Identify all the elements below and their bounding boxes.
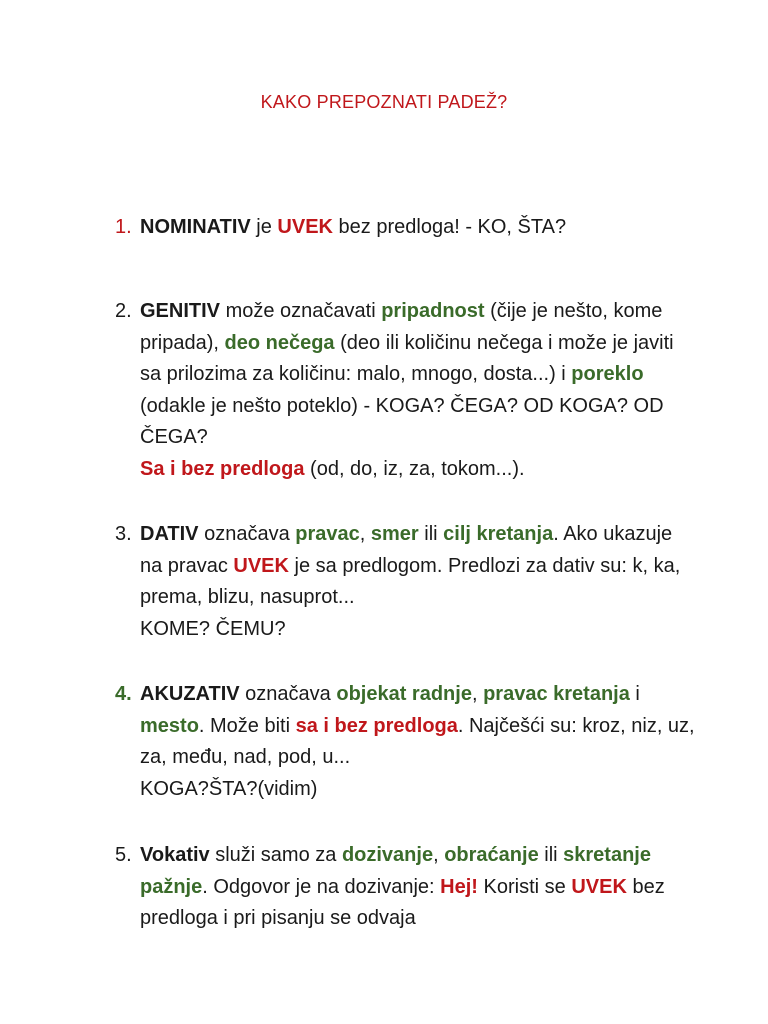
highlight-green: pripadnost: [381, 300, 485, 322]
text-span: ,: [471, 683, 484, 705]
list-item-text: [140, 212, 695, 244]
text-span: ili: [418, 523, 444, 545]
list-item-akuzativ: [115, 679, 695, 805]
highlight-red: sa i bez predloga: [295, 714, 458, 737]
highlight-green: pravac: [295, 523, 360, 545]
list-item-text: [140, 840, 695, 935]
text-span: . Najčešći su: kroz, niz, uz, za, među, nad, pod, u...: [140, 714, 695, 768]
list-number: 1.: [115, 216, 132, 238]
highlight-red: Hej!: [440, 875, 478, 898]
list-number: 3.: [115, 523, 132, 545]
list-number: 2.: [115, 300, 132, 322]
text-span: ,: [359, 523, 371, 545]
highlight-green: pravac kretanja: [483, 683, 630, 705]
page-title: KAKO PREPOZNATI PADEŽ?: [260, 92, 508, 112]
text-span: označava: [198, 523, 296, 545]
highlight-green: poreklo: [571, 363, 644, 385]
list-item-text: [140, 519, 695, 645]
text-span: (od, do, iz, za, tokom...).: [304, 457, 525, 480]
case-name: GENITIV: [140, 300, 221, 322]
text-span: . Ako ukazuje na pravac: [140, 523, 673, 577]
list-number: 5.: [115, 844, 132, 866]
highlight-green: cilj kretanja: [443, 523, 554, 545]
case-name: NOMINATIV: [140, 216, 251, 238]
text-span: (deo ili količinu nečega i može je javiti sa prilozima za količinu: malo, mnogo, dosta...) i: [140, 331, 674, 385]
text-span: . Može biti: [198, 714, 296, 737]
highlight-green: skretanje pažnje: [140, 844, 651, 898]
list-item-genitiv: [115, 296, 695, 485]
text-span: (čije je nešto, kome pripada),: [140, 300, 663, 354]
text-span: ili: [538, 844, 564, 866]
text-span: bez predloga i pri pisanju se odvaja: [140, 875, 665, 929]
highlight-green: obraćanje: [444, 844, 539, 866]
highlight-green: mesto: [140, 714, 199, 737]
list-item-dativ: [115, 519, 695, 645]
list-item-text: [140, 679, 695, 805]
text-span: je sa predlogom. Predlozi za dativ su: k, ka, prema, blizu, nasuprot...: [140, 554, 681, 608]
highlight-red: UVEK: [277, 216, 333, 238]
case-name: Vokativ: [140, 844, 210, 866]
text-span: i: [629, 683, 640, 705]
text-span: označava: [239, 683, 337, 705]
question-words: KOGA?ŠTA?(vidim): [140, 777, 318, 800]
highlight-green: smer: [370, 523, 419, 545]
text-span: Koristi se: [477, 875, 572, 898]
highlight-green: deo nečega: [224, 331, 335, 354]
case-name: AKUZATIV: [140, 683, 240, 705]
list-item-vokativ: [115, 840, 695, 935]
text-span: . Odgovor je na dozivanje:: [202, 875, 441, 898]
case-name: DATIV: [140, 523, 199, 545]
list-number: 4.: [115, 683, 132, 705]
question-words: KOME? ČEMU?: [140, 617, 286, 640]
text-span: ,: [433, 844, 445, 866]
highlight-green: objekat radnje: [336, 683, 472, 705]
highlight-red: UVEK: [233, 554, 289, 577]
list-item-text: [140, 296, 695, 485]
list-item-nominativ: [115, 212, 695, 244]
text-span: bez predloga! - KO, ŠTA?: [333, 216, 567, 238]
highlight-red: UVEK: [571, 875, 627, 898]
text-span: služi samo za: [209, 844, 342, 866]
highlight-red: Sa i bez predloga: [140, 457, 305, 480]
text-span: (odakle je nešto poteklo) - KOGA? ČEGA? OD KOGA? OD ČEGA?: [140, 394, 664, 448]
text-span: je: [250, 216, 278, 238]
text-span: može označavati: [220, 300, 382, 322]
highlight-green: dozivanje: [341, 844, 434, 866]
